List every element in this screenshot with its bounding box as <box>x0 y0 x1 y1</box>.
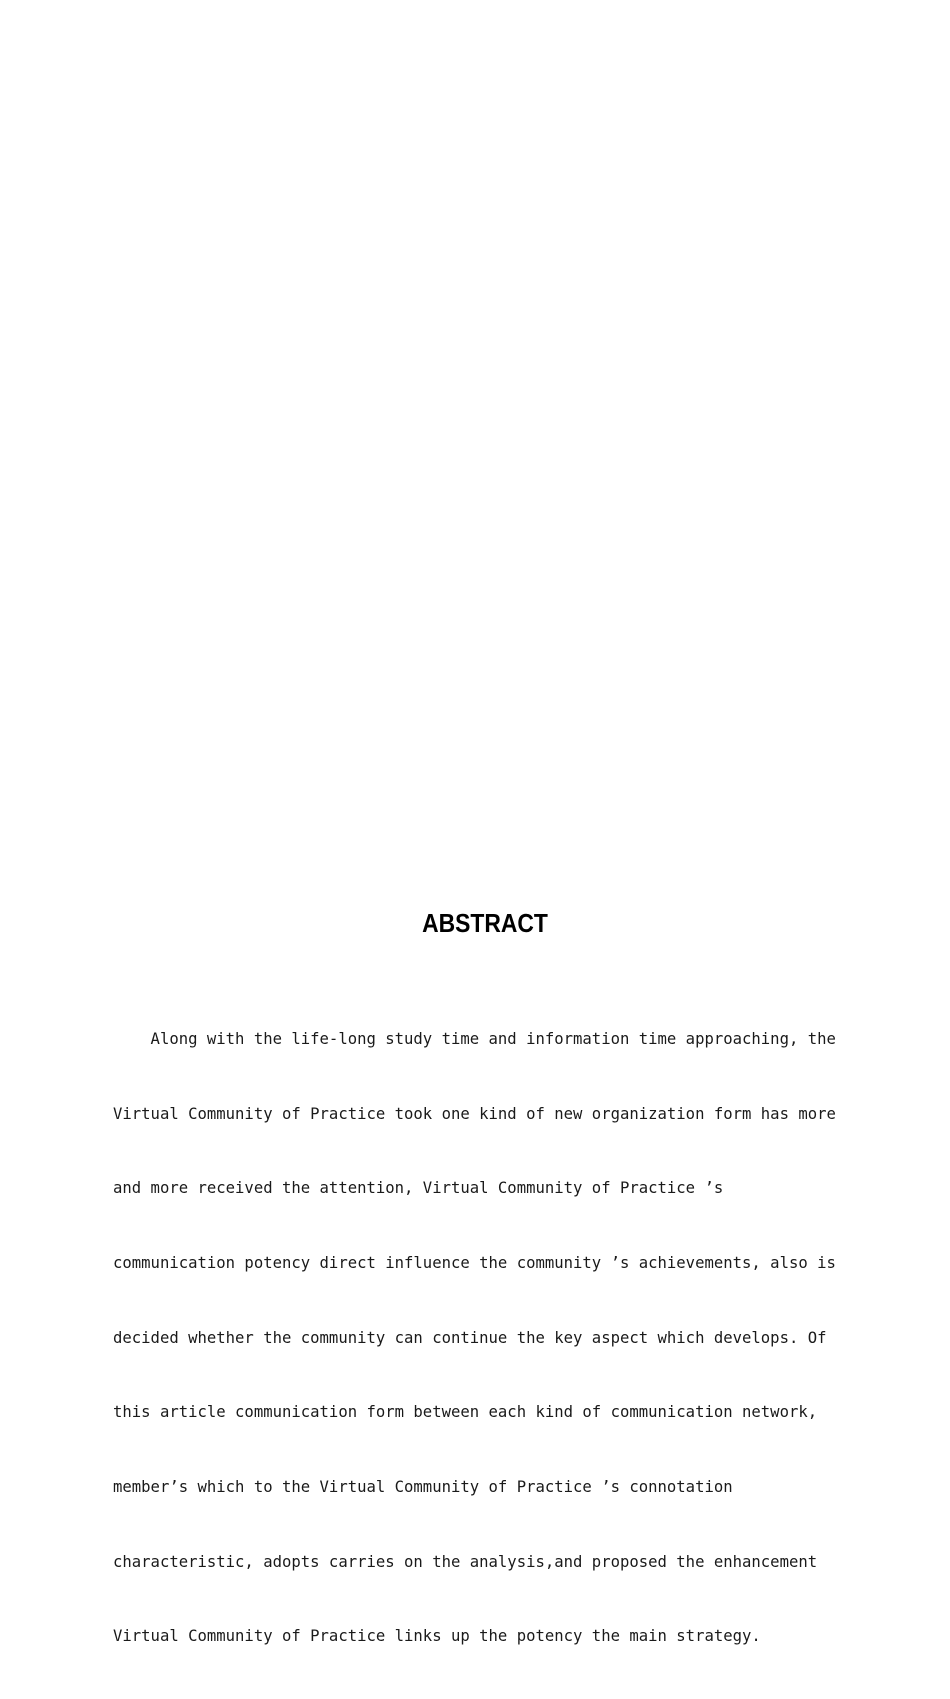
abstract-line: Virtual Community of Practice took one kind of new organization form has more <box>113 1104 836 1123</box>
abstract-line: Along with the life-long study time and information time approaching, the <box>113 1029 836 1048</box>
abstract-line: Virtual Community of Practice links up the potency the main strategy. <box>113 1627 761 1646</box>
abstract-line: and more received the attention, Virtual Community of Practice ’s <box>113 1179 724 1198</box>
abstract-line: member’s which to the Virtual Community of Practice ’s connotation <box>113 1478 733 1497</box>
abstract-line: characteristic, adopts carries on the analysis,and proposed the enhancement <box>113 1552 818 1571</box>
abstract-line: decided whether the community can continue the key aspect which develops. Of <box>113 1328 827 1347</box>
abstract-paragraph <box>113 977 858 1699</box>
abstract-heading: ABSTRACT <box>422 908 548 938</box>
abstract-line: this article communication form between each kind of communication network, <box>113 1403 818 1422</box>
abstract-line: communication potency direct influence the community ’s achievements, also is <box>113 1253 836 1272</box>
